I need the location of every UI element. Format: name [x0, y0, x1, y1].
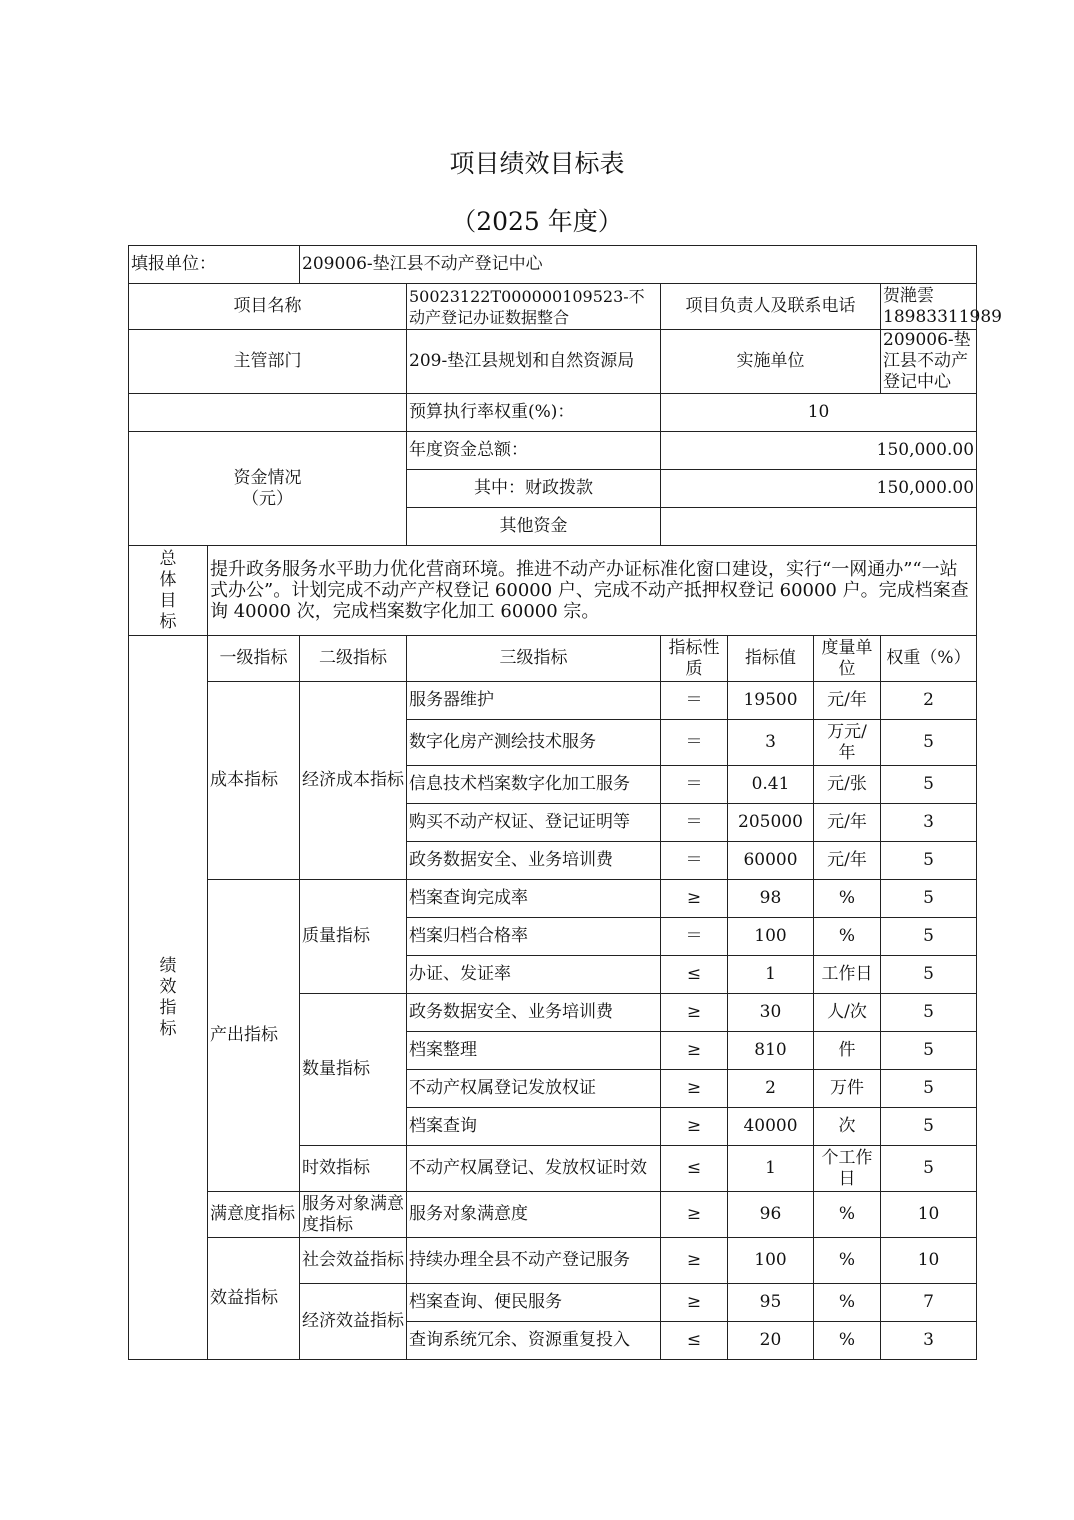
funds-label-cell	[129, 432, 407, 546]
indicator-name: 档案整理	[407, 1032, 661, 1070]
indicator-name: 档案查询完成率	[407, 880, 661, 918]
document-year: （2025 年度）	[451, 207, 623, 236]
goal-text: 提升政务服务水平助力优化营商环境。推进不动产办证标准化窗口建设，实行“一网通办”“一站式办公”。计划完成不动产产权登记 60000 户、完成不动产抵押权登记 60000 户。完成档案查询 40000 次，完成档案数字化加工 60000 宗。	[208, 546, 977, 636]
indicator-unit: 人/次	[814, 994, 881, 1032]
indicator-unit: 个工作日	[814, 1146, 881, 1192]
l2-econ-cost: 经济成本指标	[300, 682, 407, 880]
indicator-value: 3	[728, 720, 814, 766]
funds-total-row	[129, 432, 977, 470]
goal-label-char: 体	[159, 569, 177, 590]
indicator-unit: %	[814, 1192, 881, 1238]
indicator-unit: 万元/年	[814, 720, 881, 766]
indicator-weight: 2	[881, 682, 977, 720]
indicator-unit: %	[814, 1322, 881, 1360]
indicator-value: 100	[728, 918, 814, 956]
indicator-value: 1	[728, 1146, 814, 1192]
funds-unit: （元）	[242, 488, 293, 509]
indicator-unit: 元/年	[814, 804, 881, 842]
goal-label	[129, 546, 208, 636]
indicator-weight: 5	[881, 1070, 977, 1108]
indicator-op: ≥	[661, 1284, 728, 1322]
indicator-value: 98	[728, 880, 814, 918]
indicator-weight: 5	[881, 994, 977, 1032]
indicator-unit: 次	[814, 1108, 881, 1146]
indicator-weight: 7	[881, 1284, 977, 1322]
budget-weight-label: 预算执行率权重(%)：	[407, 394, 661, 432]
indicator-value: 1	[728, 956, 814, 994]
project-name-value: 50023122T000000109523-不动产登记办证数据整合	[407, 284, 661, 330]
indicator-unit: 元/年	[814, 682, 881, 720]
indicator-name: 持续办理全县不动产登记服务	[407, 1238, 661, 1284]
contact-name: 贺滟雲	[883, 285, 934, 306]
budget-weight-value: 10	[661, 394, 977, 432]
perf-label-char: 效	[159, 976, 177, 997]
indicator-name: 服务器维护	[407, 682, 661, 720]
l2-quantity: 数量指标	[300, 994, 407, 1146]
goal-label-char: 标	[159, 611, 177, 632]
funds-other-value	[661, 508, 977, 546]
col-header-unit: 度量单位	[814, 636, 881, 682]
goal-label-char: 目	[159, 590, 177, 611]
indicator-value: 0.41	[728, 766, 814, 804]
indicator-unit: 万件	[814, 1070, 881, 1108]
indicator-value: 95	[728, 1284, 814, 1322]
col-header-l2: 二级指标	[300, 636, 407, 682]
budget-weight-row	[129, 394, 977, 432]
indicator-name: 购买不动产权证、登记证明等	[407, 804, 661, 842]
funds-fiscal-label: 其中：财政拨款	[407, 470, 661, 508]
indicator-value: 60000	[728, 842, 814, 880]
indicator-value: 19500	[728, 682, 814, 720]
goal-label-char: 总	[159, 548, 177, 569]
indicator-op: ≥	[661, 880, 728, 918]
dept-row	[129, 330, 977, 394]
indicator-op: ＝	[661, 842, 728, 880]
funds-label: 资金情况	[233, 467, 302, 488]
l1-benefit: 效益指标	[208, 1238, 300, 1360]
contact-label: 项目负责人及联系电话	[661, 284, 881, 330]
l2-economic: 经济效益指标	[300, 1284, 407, 1360]
l2-social: 社会效益指标	[300, 1238, 407, 1284]
document-title: 项目绩效目标表	[449, 149, 625, 178]
col-header-l3: 三级指标	[407, 636, 661, 682]
indicator-unit: 件	[814, 1032, 881, 1070]
indicator-op: ≤	[661, 1146, 728, 1192]
indicator-op: ≥	[661, 994, 728, 1032]
contact-phone: 18983311989	[883, 306, 1002, 327]
l2-quality: 质量指标	[300, 880, 407, 994]
goal-row	[129, 546, 977, 636]
indicator-name: 查询系统冗余、资源重复投入	[407, 1322, 661, 1360]
indicator-name: 办证、发证率	[407, 956, 661, 994]
indicator-op: ＝	[661, 804, 728, 842]
indicator-value: 810	[728, 1032, 814, 1070]
funds-fiscal-value: 150,000.00	[661, 470, 977, 508]
indicator-op: ＝	[661, 682, 728, 720]
indicator-value: 20	[728, 1322, 814, 1360]
indicator-op: ≤	[661, 956, 728, 994]
indicator-value: 30	[728, 994, 814, 1032]
funds-other-label: 其他资金	[407, 508, 661, 546]
indicator-name: 档案归档合格率	[407, 918, 661, 956]
indicator-weight: 10	[881, 1192, 977, 1238]
indicator-weight: 5	[881, 918, 977, 956]
indicator-op: ＝	[661, 766, 728, 804]
project-name-label: 项目名称	[129, 284, 407, 330]
perf-label-char: 标	[159, 1018, 177, 1039]
indicator-unit: 元/张	[814, 766, 881, 804]
indicator-op: ≥	[661, 1108, 728, 1146]
col-header-nature: 指标性质	[661, 636, 728, 682]
indicator-value: 2	[728, 1070, 814, 1108]
col-header-l1: 一级指标	[208, 636, 300, 682]
indicator-op: ＝	[661, 720, 728, 766]
indicator-name: 数字化房产测绘技术服务	[407, 720, 661, 766]
table-row	[129, 682, 977, 720]
perf-label-char: 绩	[159, 955, 177, 976]
col-header-value: 指标值	[728, 636, 814, 682]
l1-cost: 成本指标	[208, 682, 300, 880]
indicator-name: 档案查询	[407, 1108, 661, 1146]
indicator-weight: 3	[881, 1322, 977, 1360]
indicator-weight: 5	[881, 880, 977, 918]
indicator-op: ≥	[661, 1192, 728, 1238]
project-name-row	[129, 284, 977, 330]
indicator-unit: %	[814, 880, 881, 918]
indicator-name: 不动产权属登记、发放权证时效	[407, 1146, 661, 1192]
indicator-value: 205000	[728, 804, 814, 842]
dept-label: 主管部门	[129, 330, 407, 394]
indicator-name: 档案查询、便民服务	[407, 1284, 661, 1322]
table-row	[129, 880, 977, 918]
l2-service-sat: 服务对象满意度指标	[300, 1192, 407, 1238]
indicator-name: 政务数据安全、业务培训费	[407, 994, 661, 1032]
indicator-unit: 工作日	[814, 956, 881, 994]
indicator-value: 40000	[728, 1108, 814, 1146]
perf-label	[129, 636, 208, 1360]
indicator-op: ＝	[661, 918, 728, 956]
contact-cell	[881, 284, 1002, 330]
l1-satisfaction: 满意度指标	[208, 1192, 300, 1238]
indicator-name: 信息技术档案数字化加工服务	[407, 766, 661, 804]
impl-value: 209006-垫江县不动产登记中心	[881, 330, 977, 394]
fill-unit-label: 填报单位：	[129, 246, 300, 284]
indicator-weight: 5	[881, 1108, 977, 1146]
indicator-weight: 5	[881, 766, 977, 804]
indicator-op: ≤	[661, 1322, 728, 1360]
indicator-name: 服务对象满意度	[407, 1192, 661, 1238]
indicator-weight: 5	[881, 842, 977, 880]
indicator-unit: %	[814, 918, 881, 956]
indicator-weight: 5	[881, 720, 977, 766]
impl-label: 实施单位	[661, 330, 881, 394]
funds-total-value: 150,000.00	[661, 432, 977, 470]
indicator-name: 不动产权属登记发放权证	[407, 1070, 661, 1108]
perf-label-char: 指	[159, 997, 177, 1018]
indicator-weight: 5	[881, 1146, 977, 1192]
indicator-op: ≥	[661, 1238, 728, 1284]
fill-unit-row	[129, 246, 977, 284]
indicator-name: 政务数据安全、业务培训费	[407, 842, 661, 880]
dept-value: 209-垫江县规划和自然资源局	[407, 330, 661, 394]
indicator-unit: 元/年	[814, 842, 881, 880]
indicator-weight: 10	[881, 1238, 977, 1284]
funds-total-label: 年度资金总额：	[407, 432, 661, 470]
indicator-op: ≥	[661, 1070, 728, 1108]
performance-target-table	[128, 245, 1002, 1360]
indicator-value: 96	[728, 1192, 814, 1238]
indicator-weight: 5	[881, 1032, 977, 1070]
indicator-op: ≥	[661, 1032, 728, 1070]
indicator-weight: 5	[881, 956, 977, 994]
table-row	[129, 1192, 977, 1238]
indicator-value: 100	[728, 1238, 814, 1284]
l2-timeliness: 时效指标	[300, 1146, 407, 1192]
fill-unit-value: 209006-垫江县不动产登记中心	[300, 246, 977, 284]
indicator-unit: %	[814, 1238, 881, 1284]
l1-output: 产出指标	[208, 880, 300, 1192]
perf-header-row	[129, 636, 977, 682]
indicator-weight: 3	[881, 804, 977, 842]
table-row	[129, 1238, 977, 1284]
indicator-unit: %	[814, 1284, 881, 1322]
col-header-weight: 权重（%）	[881, 636, 977, 682]
